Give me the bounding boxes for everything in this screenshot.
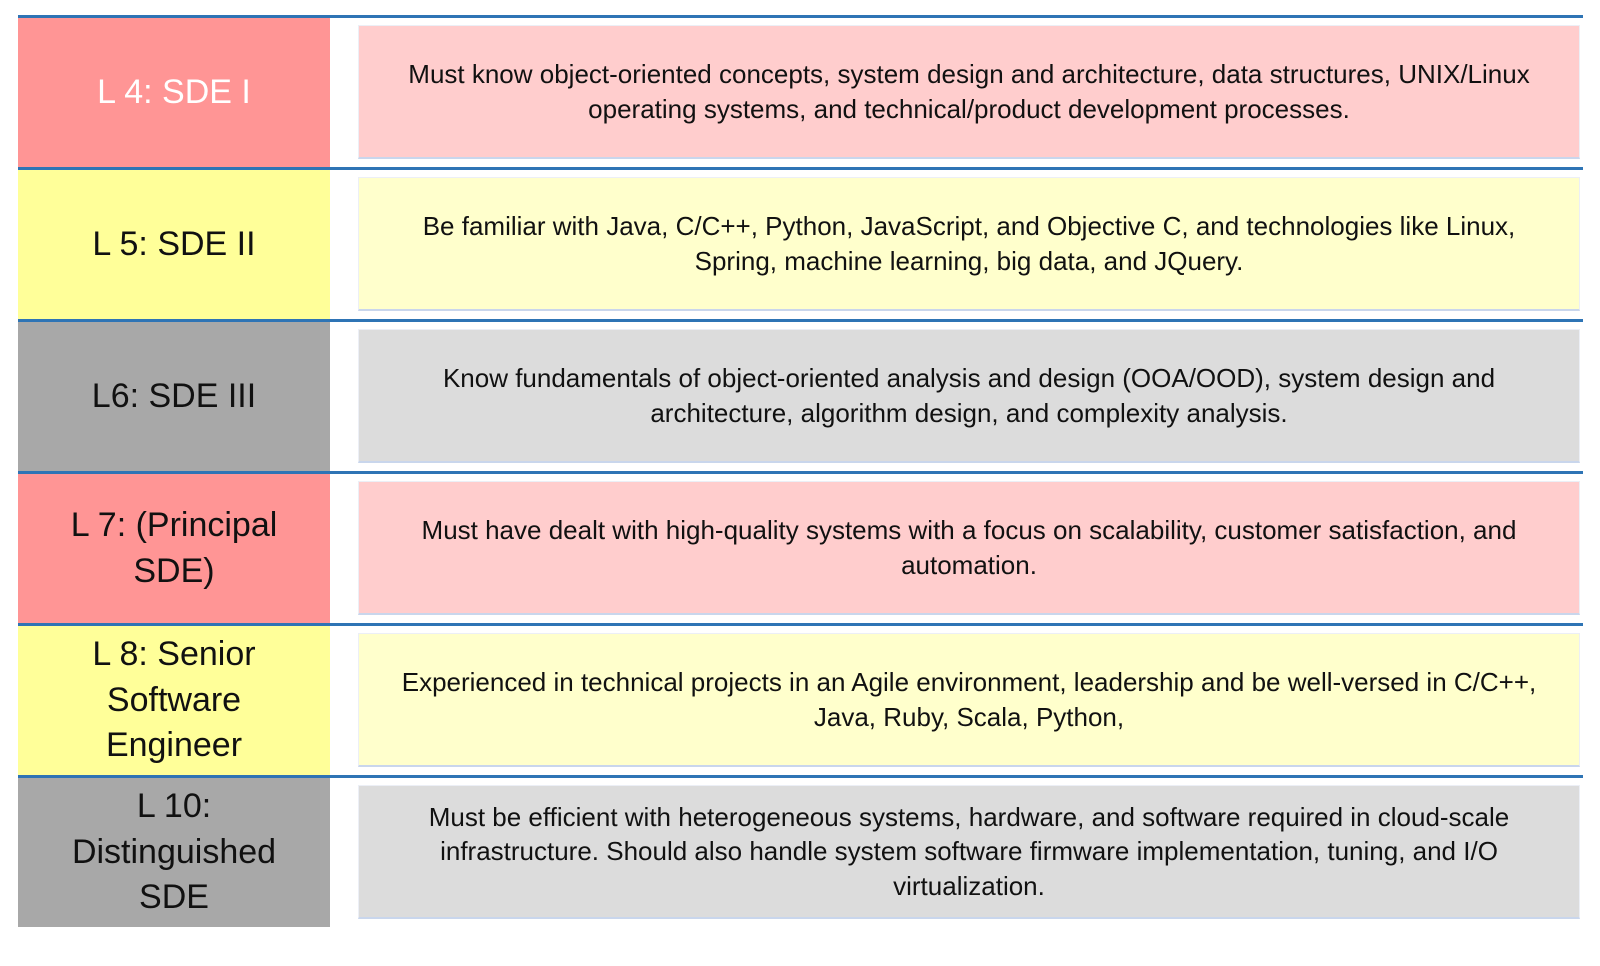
description-wrap: [330, 322, 1583, 471]
description-wrap: [330, 18, 1583, 167]
description-cell: Must be efficient with heterogeneous systems, hardware, and software required in cloud-scale infrastructure. Should also handle system software firmware implementation, tuning, and I/O virtualization.: [358, 785, 1580, 919]
table-row: [18, 167, 1583, 319]
level-cell: L 7: (Principal SDE): [18, 474, 330, 623]
table-row: [18, 623, 1583, 775]
level-cell: L 8: Senior Software Engineer: [18, 626, 330, 775]
description-cell: Must have dealt with high-quality systems with a focus on scalability, customer satisfaction, and automation.: [358, 481, 1580, 615]
description-wrap: [330, 778, 1583, 927]
level-cell: L 10: Distinguished SDE: [18, 778, 330, 927]
description-cell: Must know object-oriented concepts, system design and architecture, data structures, UNIX/Linux operating systems, and technical/product development processes.: [358, 25, 1580, 159]
description-wrap: [330, 474, 1583, 623]
description-cell: Know fundamentals of object-oriented analysis and design (OOA/OOD), system design and architecture, algorithm design, and complexity analysis.: [358, 329, 1580, 463]
description-wrap: [330, 170, 1583, 319]
description-wrap: [330, 626, 1583, 775]
description-cell: Be familiar with Java, C/C++, Python, JavaScript, and Objective C, and technologies like Linux, Spring, machine learning, big data, and JQuery.: [358, 177, 1580, 311]
table-row: [18, 775, 1583, 927]
table-row: [18, 471, 1583, 623]
level-cell: L 4: SDE I: [18, 18, 330, 167]
level-cell: L 5: SDE II: [18, 170, 330, 319]
level-cell: L6: SDE III: [18, 322, 330, 471]
description-cell: Experienced in technical projects in an Agile environment, leadership and be well-versed in C/C++, Java, Ruby, Scala, Python,: [358, 633, 1580, 767]
table-row: [18, 15, 1583, 167]
job-levels-table: [18, 15, 1583, 927]
table-row: [18, 319, 1583, 471]
